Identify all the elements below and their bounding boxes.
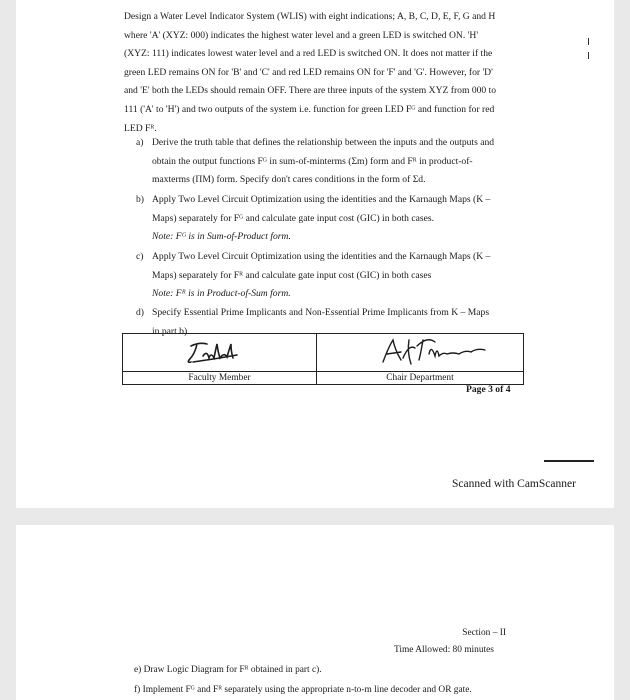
- question-label: a): [136, 137, 144, 148]
- margin-mark: [588, 38, 589, 45]
- scanner-watermark: Scanned with CamScanner: [452, 478, 576, 490]
- chair-signature: [373, 334, 503, 370]
- document-page-2: [16, 525, 614, 700]
- question-line: Apply Two Level Circuit Optimization using the identities and the Karnaugh Maps (K –: [152, 251, 491, 262]
- question-line: Maps) separately for Fᴿ and calculate gate input cost (GIC) in both cases: [152, 269, 432, 281]
- question-label: b): [136, 194, 144, 205]
- margin-mark: [588, 52, 589, 59]
- problem-line: (XYZ: 111) indicates lowest water level and a red LED is switched ON. It does not matter if the: [124, 48, 493, 60]
- question-note: Note: Fᴿ is in Product-of-Sum form.: [152, 288, 291, 300]
- question-line: obtain the output functions Fᴳ in sum-of-minterms (Σm) form and Fᴿ in product-of-: [152, 155, 473, 167]
- question-f: f) Implement Fᴳ and Fᴿ separately using the appropriate n-to-m line decoder and OR gate.: [134, 685, 472, 695]
- problem-line: 111 ('A' to 'H') and two outputs of the system i.e. function for green LED Fᴳ and function for red: [124, 103, 495, 115]
- question-e: e) Draw Logic Diagram for Fᴿ obtained in part c).: [134, 665, 322, 675]
- question-line: in part b).: [152, 325, 190, 337]
- problem-line: and 'E' both the LEDs should remain OFF. There are three inputs of the system XYZ from 000 to: [124, 85, 497, 97]
- question-line: Maps) separately for Fᴳ and calculate gate input cost (GIC) in both cases.: [152, 212, 435, 224]
- problem-line: where 'A' (XYZ: 000) indicates the highest water level and a green LED is switched ON. 'H': [124, 29, 479, 41]
- problem-statement: [124, 8, 524, 138]
- faculty-member-label: Faculty Member: [188, 373, 251, 383]
- question-line: Derive the truth table that defines the relationship between the inputs and the outputs and: [152, 137, 495, 148]
- time-allowed: Time Allowed: 80 minutes: [394, 645, 494, 655]
- document-page-1: [16, 0, 614, 508]
- signature-table: [122, 333, 524, 385]
- faculty-signature: [181, 338, 251, 368]
- question-label: c): [136, 251, 144, 262]
- question-note: Note: Fᴳ is in Sum-of-Product form.: [152, 231, 291, 243]
- question-line: maxterms (ΠM) form. Specify don't cares conditions in the form of Σd.: [152, 174, 426, 186]
- scanner-divider: [544, 460, 594, 462]
- page-number: Page 3 of 4: [466, 384, 511, 395]
- problem-line: Design a Water Level Indicator System (WLIS) with eight indications; A, B, C, D, E, F, G and H: [124, 11, 496, 22]
- question-label: d): [136, 307, 144, 318]
- question-line: Specify Essential Prime Implicants and Non-Essential Prime Implicants from K – Maps: [152, 307, 490, 318]
- section-heading: Section – II: [462, 628, 506, 638]
- problem-line: LED Fᴿ.: [124, 122, 157, 134]
- question-line: Apply Two Level Circuit Optimization using the identities and the Karnaugh Maps (K –: [152, 194, 491, 205]
- problem-line: green LED remains ON for 'B' and 'C' and red LED remains ON for 'F' and 'G'. However, for 'D': [124, 66, 493, 78]
- chair-department-label: Chair Department: [386, 373, 454, 383]
